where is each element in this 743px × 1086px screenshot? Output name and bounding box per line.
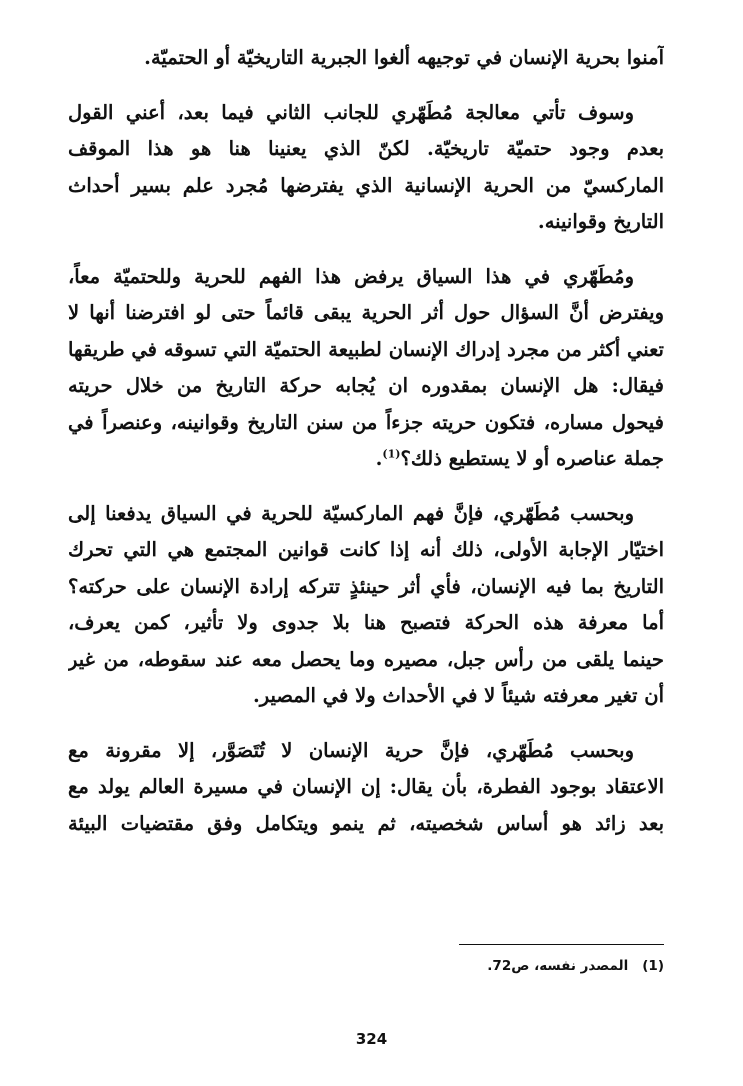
text-line: تعني أكثر من مجرد إدراك الإنسان لطبيعة الحتميّة التي تسوقه في طريقها: [68, 337, 664, 361]
text-line: أما معرفة هذه الحركة فتصبح هنا بلا جدوى ولا تأثير، كمن يعرف،: [68, 611, 664, 634]
page-number: 324: [355, 1030, 388, 1048]
paragraph-5: [68, 733, 664, 843]
text-line: فيقال: هل الإنسان بمقدوره ان يُجابه حركة التاريخ من خلال حريته: [68, 374, 664, 397]
text-line: أن تغير معرفته شيئاً لا في الأحداث ولا في المصير.: [252, 684, 664, 707]
paragraph-1: [68, 40, 664, 77]
footnote-marker[interactable]: (1): [382, 447, 401, 461]
footnote-divider: [459, 944, 664, 945]
text-line: التاريخ وقوانينه.: [537, 210, 664, 233]
text-line: ويفترض أنَّ السؤال حول أثر الحرية يبقى قائماً حتى لو افترضنا أنها لا: [68, 301, 664, 324]
text-line: ومُطَهّري في هذا السياق يرفض هذا الفهم للحرية وللحتميّة معاً،: [68, 264, 634, 288]
text-line: فيحول مساره، فتكون حريته جزءاً من سنن التاريخ وقوانينه، وعنصراً في: [68, 410, 664, 434]
text-line: [68, 441, 664, 478]
text-line: التاريخ بما فيه الإنسان، فأي أثر حينئذٍ تتركه إرادة الإنسان على حركته؟: [68, 574, 664, 598]
text-line: حينما يلقى من رأس جبل، مصيره وما يحصل معه عند سقوطه، من غير: [68, 647, 664, 671]
footnote-number: (1): [642, 958, 664, 974]
paragraph-4: [68, 496, 664, 715]
text-line: وسوف تأتي معالجة مُطَهّري للجانب الثاني فيما بعد، أعني القول: [68, 100, 634, 124]
paragraph-2: [68, 95, 664, 241]
text-line: الماركسيّ من الحرية الإنسانية الذي يفترضها مُجرد علم بسير أحداث: [68, 173, 664, 197]
text-line: وبحسب مُطَهّري، فإنَّ فهم الماركسيّة للحرية في السياق يدفعنا إلى: [68, 501, 634, 525]
text-line: آمنوا بحرية الإنسان في توجيهه ألغوا الجبرية التاريخيّة أو الحتميّة.: [144, 46, 664, 69]
text-line: اختيّار الإجابة الأولى، ذلك أنه إذا كانت قوانين المجتمع هي التي تحرك: [68, 538, 664, 561]
page-body: [68, 40, 664, 842]
text-line: بعد زائد هو أساس شخصيته، ثم ينمو ويتكامل وفق مقتضيات البيئة: [68, 811, 664, 835]
text-line: وبحسب مُطَهّري، فإنَّ حرية الإنسان لا تُتَصَوَّر، إلا مقرونة مع: [68, 738, 634, 762]
paragraph-3: [68, 259, 664, 478]
line-text: جملة عناصره أو لا يستطيع ذلك؟: [400, 447, 664, 470]
text-line: الاعتقاد بوجود الفطرة، بأن يقال: إن الإنسان في مسيرة العالم يولد مع: [68, 775, 664, 798]
footnote: [487, 958, 664, 974]
text-line: بعدم وجود حتميّة تاريخيّة. لكنّ الذي يعنينا هنا هو هذا الموقف: [68, 137, 664, 160]
line-end-punctuation: .: [375, 447, 383, 470]
footnote-text: المصدر نفسه، ص72.: [487, 958, 629, 974]
